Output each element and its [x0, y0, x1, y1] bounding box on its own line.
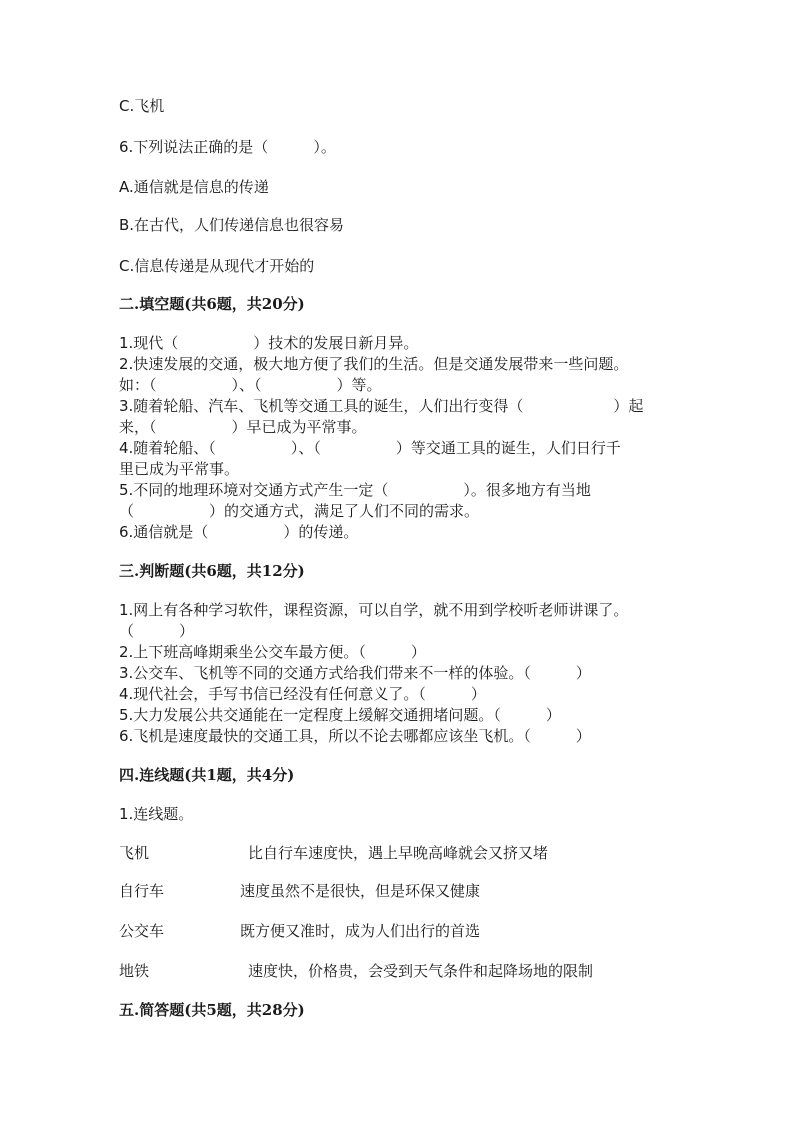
fill-blank-line: 4.随着轮船、（ ）、（ ）等交通工具的诞生，人们日行千 [119, 439, 621, 457]
true-false-line: 6.飞机是速度最快的交通工具，所以不论去哪都应该坐飞机。（ ） [119, 727, 591, 745]
true-false-line: （ ） [119, 622, 195, 640]
fill-blank-line: 1.现代（ ）技术的发展日新月异。 [119, 334, 419, 352]
true-false-line: 2.上下班高峰期乘坐公交车最方便。（ ） [119, 643, 426, 661]
fill-blank-heading: 二.填空题(共6题，共20分) [119, 295, 305, 313]
fill-blank-line: 2.快速发展的交通，极大地方便了我们的生活。但是交通发展带来一些问题。 [119, 355, 629, 373]
matching-right-item: 速度虽然不是很快，但是环保又健康 [240, 882, 481, 900]
matching-stem: 1.连线题。 [119, 805, 194, 823]
short-answer-heading: 五.简答题(共5题，共28分) [119, 1001, 305, 1019]
matching-heading: 四.连线题(共1题，共4分) [119, 766, 295, 784]
q5-option-c: C.飞机 [119, 97, 165, 115]
fill-blank-line: 如：（ ）、（ ）等。 [119, 376, 382, 394]
true-false-line: 1.网上有各种学习软件，课程资源，可以自学，就不用到学校听老师讲课了。 [119, 601, 629, 619]
fill-blank-line: （ ）的交通方式，满足了人们不同的需求。 [119, 502, 480, 520]
matching-right-item: 速度快，价格贵，会受到天气条件和起降场地的限制 [248, 962, 594, 980]
matching-right-item: 比自行车速度快，遇上早晚高峰就会又挤又堵 [248, 844, 549, 862]
fill-blank-line: 3.随着轮船、汽车、飞机等交通工具的诞生，人们出行变得（ ）起 [119, 397, 644, 415]
fill-blank-line: 6.通信就是（ ）的传递。 [119, 523, 359, 541]
q6-option-c: C.信息传递是从现代才开始的 [119, 257, 315, 275]
q6-option-a: A.通信就是信息的传递 [119, 178, 269, 196]
matching-left-item: 飞机 [119, 844, 150, 862]
matching-left-item: 自行车 [119, 882, 165, 900]
true-false-heading: 三.判断题(共6题，共12分) [119, 562, 305, 580]
q6-stem: 6.下列说法正确的是（ ）。 [119, 138, 336, 156]
q6-option-b: B.在古代，人们传递信息也很容易 [119, 216, 345, 234]
fill-blank-line: 5.不同的地理环境对交通方式产生一定（ ）。很多地方有当地 [119, 481, 591, 499]
matching-left-item: 地铁 [119, 962, 150, 980]
true-false-line: 5.大力发展公共交通能在一定程度上缓解交通拥堵问题。（ ） [119, 706, 561, 724]
fill-blank-line: 里已成为平常事。 [119, 460, 240, 478]
matching-right-item: 既方便又准时，成为人们出行的首选 [240, 922, 481, 940]
true-false-line: 4.现代社会，手写书信已经没有任何意义了。（ ） [119, 685, 486, 703]
true-false-line: 3.公交车、飞机等不同的交通方式给我们带来不一样的体验。（ ） [119, 664, 591, 682]
matching-left-item: 公交车 [119, 922, 165, 940]
fill-blank-line: 来，（ ）早已成为平常事。 [119, 418, 367, 436]
